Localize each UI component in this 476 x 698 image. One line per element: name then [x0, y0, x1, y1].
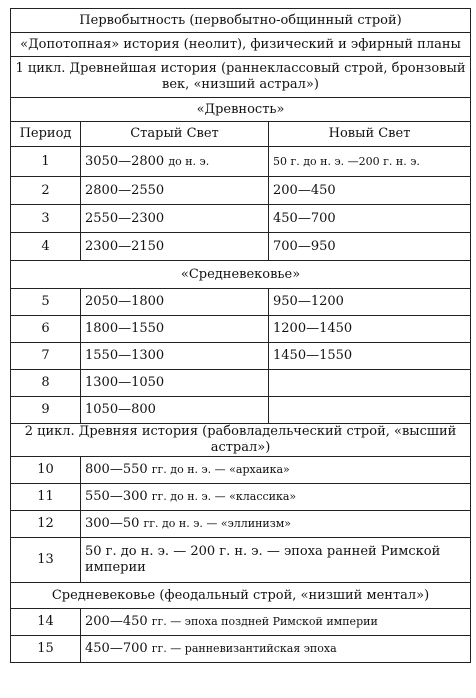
antiquity-title: «Древность» — [11, 98, 471, 122]
old-world-date: 3050—2800 до н. э. — [81, 147, 269, 177]
cycle1-cell: 1 цикл. Древнейшая история (раннеклассовый строй, бронзовый век, «низший астрал») — [11, 57, 471, 98]
table-row — [11, 289, 471, 316]
period-number: 6 — [11, 316, 81, 343]
table-row — [11, 370, 471, 397]
table-row — [11, 397, 471, 424]
table-row — [11, 511, 471, 538]
new-world-date: 700—950 — [269, 233, 471, 261]
period-number: 10 — [11, 457, 81, 484]
table-row — [11, 457, 471, 484]
period-number: 14 — [11, 609, 81, 636]
period-number: 4 — [11, 233, 81, 261]
table-row — [11, 343, 471, 370]
old-world-date: 1800—1550 — [81, 316, 269, 343]
period-number: 11 — [11, 484, 81, 511]
row-cycle1 — [11, 57, 471, 98]
row-primitive — [11, 9, 471, 33]
period-number: 7 — [11, 343, 81, 370]
table-row — [11, 177, 471, 205]
table-row — [11, 205, 471, 233]
table-row — [11, 147, 471, 177]
new-world-date: 450—700 — [269, 205, 471, 233]
new-world-date — [269, 370, 471, 397]
old-world-date: 2800—2550 — [81, 177, 269, 205]
primitive-era-cell: Первобытность (первобытно-общинный строй) — [11, 9, 471, 33]
cycle2-title: 2 цикл. Древняя история (рабовладельческий строй, «высший астрал») — [11, 424, 471, 457]
history-periods-table — [10, 8, 471, 663]
table-row — [11, 538, 471, 583]
old-world-date: 2300—2150 — [81, 233, 269, 261]
antediluvian-cell: «Допотопная» история (неолит), физический и эфирный планы — [11, 33, 471, 57]
old-world-date: 1050—800 — [81, 397, 269, 424]
row-feudal-title — [11, 583, 471, 609]
table-row — [11, 316, 471, 343]
header-new-world: Новый Свет — [269, 122, 471, 147]
period-number: 1 — [11, 147, 81, 177]
new-world-date: 200—450 — [269, 177, 471, 205]
middle-ages-title: «Средневековье» — [11, 261, 471, 289]
period-description: 450—700 гг. — ранневизантийская эпоха — [81, 636, 471, 663]
new-world-date: 1450—1550 — [269, 343, 471, 370]
table-row — [11, 636, 471, 663]
new-world-date: 950—1200 — [269, 289, 471, 316]
period-number: 2 — [11, 177, 81, 205]
new-world-date: 1200—1450 — [269, 316, 471, 343]
row-antediluvian — [11, 33, 471, 57]
period-description: 550—300 гг. до н. э. — «классика» — [81, 484, 471, 511]
header-old-world: Старый Свет — [81, 122, 269, 147]
row-antiquity-title — [11, 98, 471, 122]
row-cycle2-title — [11, 424, 471, 457]
period-number: 8 — [11, 370, 81, 397]
feudal-title: Средневековье (феодальный строй, «низший ментал») — [11, 583, 471, 609]
new-world-date — [269, 397, 471, 424]
old-world-date: 1550—1300 — [81, 343, 269, 370]
period-number: 9 — [11, 397, 81, 424]
period-number: 15 — [11, 636, 81, 663]
header-row — [11, 122, 471, 147]
period-description: 50 г. до н. э. — 200 г. н. э. — эпоха ранней Римской империи — [81, 538, 471, 583]
period-description: 300—50 гг. до н. э. — «эллинизм» — [81, 511, 471, 538]
period-number: 3 — [11, 205, 81, 233]
period-number: 13 — [11, 538, 81, 583]
row-middle-ages-title — [11, 261, 471, 289]
new-world-date: 50 г. до н. э. —200 г. н. э. — [269, 147, 471, 177]
table-row — [11, 233, 471, 261]
table-row — [11, 484, 471, 511]
header-period: Период — [11, 122, 81, 147]
table-row — [11, 609, 471, 636]
old-world-date: 1300—1050 — [81, 370, 269, 397]
old-world-date: 2550—2300 — [81, 205, 269, 233]
period-description: 200—450 гг. — эпоха поздней Римской империи — [81, 609, 471, 636]
period-number: 12 — [11, 511, 81, 538]
period-number: 5 — [11, 289, 81, 316]
old-world-date: 2050—1800 — [81, 289, 269, 316]
period-description: 800—550 гг. до н. э. — «архаика» — [81, 457, 471, 484]
